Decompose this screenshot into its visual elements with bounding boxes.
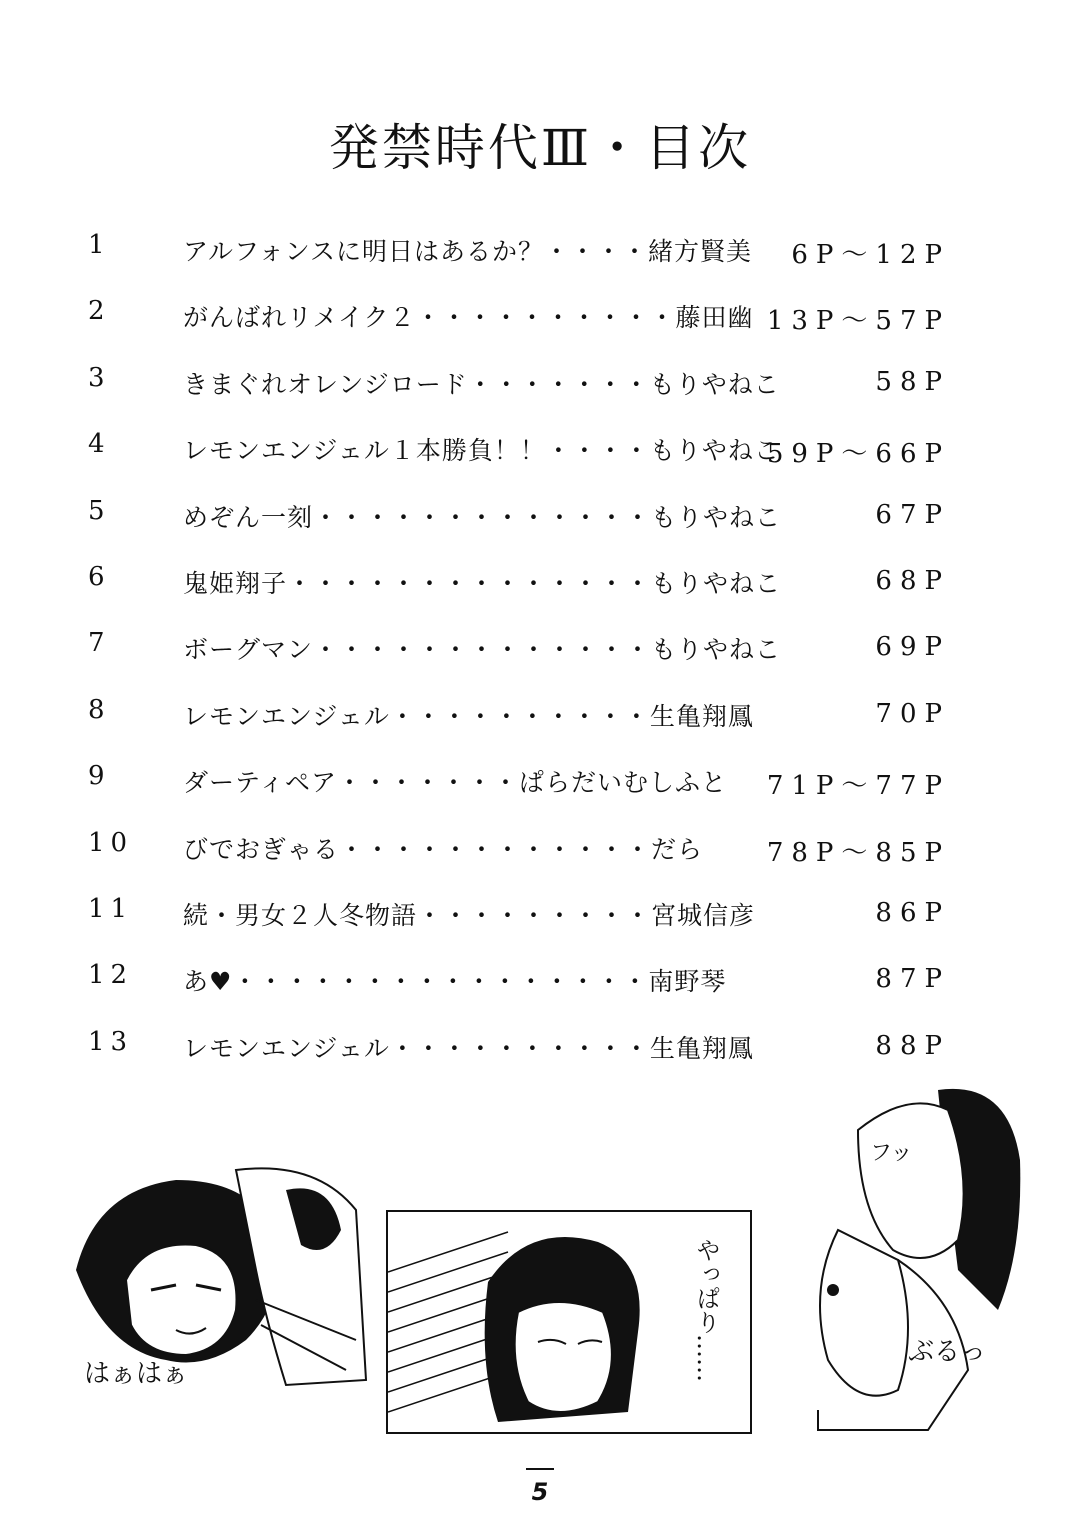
toc-row [88, 620, 968, 686]
sfx-right-top: フッ [870, 1141, 913, 1166]
toc-row [88, 222, 968, 288]
speech-middle: やっぱり…… [692, 1238, 720, 1382]
toc-entry: きまぐれオレンジロード・・・・・・・もりやねこ [183, 369, 780, 399]
toc-number: 8 [88, 694, 111, 725]
toc-number: 10 [88, 827, 134, 858]
toc-pages: 58P [875, 366, 950, 397]
toc-pages: 67P [875, 499, 950, 530]
toc-entry: 続・男女２人冬物語・・・・・・・・・宮城信彦 [183, 900, 756, 930]
toc-number: 13 [88, 1026, 134, 1057]
sfx-right-bottom: ぶるっ [908, 1337, 987, 1367]
folio-number: 5 [531, 1478, 549, 1506]
folio-rule [526, 1468, 554, 1470]
page-number [0, 1468, 1080, 1506]
toc-number: 5 [88, 495, 111, 526]
toc-number: 9 [88, 761, 111, 792]
toc-row [88, 554, 968, 620]
toc-number: 11 [88, 893, 134, 924]
toc-row [88, 687, 968, 753]
toc-entry: アルフォンスに明日はあるか？・・・・緒方賢美 [183, 237, 753, 266]
toc-number: 4 [88, 429, 111, 460]
toc-pages: 87P [875, 964, 950, 995]
toc-entry: ダーティペア・・・・・・・ぱらだいむしふと [183, 768, 728, 798]
toc-pages: 6P～12P [791, 240, 950, 270]
toc-row [88, 421, 968, 487]
toc-number: 6 [88, 561, 111, 592]
toc-pages: 69P [875, 632, 950, 663]
toc-pages: 86P [875, 897, 950, 928]
toc-number: 12 [88, 960, 134, 991]
toc-row [88, 288, 968, 354]
toc-row [88, 952, 968, 1018]
toc-entry: がんばれリメイク２・・・・・・・・・・藤田幽 [183, 303, 754, 333]
toc-row [88, 753, 968, 819]
toc-entry: レモンエンジェル１本勝負！！・・・・もりやねこ [183, 436, 780, 466]
character-sketch-left [56, 1150, 378, 1390]
illustration-middle [386, 1210, 752, 1434]
toc-number: 7 [88, 628, 111, 659]
toc-pages: 70P [875, 698, 950, 729]
toc-pages: 68P [875, 565, 950, 596]
toc-entry: ボーグマン・・・・・・・・・・・・・もりやねこ [183, 635, 782, 665]
sfx-left: はぁはぁ [84, 1359, 189, 1389]
table-of-contents [88, 222, 968, 1085]
toc-pages: 88P [875, 1030, 950, 1061]
toc-number: 2 [88, 296, 111, 327]
character-sketch-middle [388, 1212, 750, 1432]
toc-row [88, 886, 968, 952]
illustration-left [56, 1150, 378, 1390]
toc-entry: レモンエンジェル・・・・・・・・・・生亀翔鳳 [183, 1033, 754, 1063]
toc-pages: 78P～85P [766, 837, 950, 868]
page-title: 発禁時代Ⅲ・目次 [328, 119, 752, 177]
toc-pages: 59P～66P [766, 439, 950, 470]
toc-pages: 71P～77P [766, 771, 950, 802]
illustration-right [798, 1070, 1026, 1438]
toc-entry: 鬼姫翔子・・・・・・・・・・・・・・もりやねこ [183, 568, 782, 598]
toc-row [88, 355, 968, 421]
toc-pages: 13P～57P [766, 306, 950, 337]
toc-entry: あ♥・・・・・・・・・・・・・・・・南野琴 [183, 967, 727, 997]
toc-entry: びでおぎゃる・・・・・・・・・・・・だら [183, 834, 704, 864]
toc-entry: めぞん一刻・・・・・・・・・・・・・もりやねこ [183, 502, 782, 532]
toc-row [88, 488, 968, 554]
toc-number: 1 [88, 230, 111, 260]
toc-entry: レモンエンジェル・・・・・・・・・・生亀翔鳳 [183, 701, 754, 731]
character-sketch-right [798, 1070, 1026, 1438]
toc-number: 3 [88, 362, 111, 393]
toc-row [88, 820, 968, 886]
